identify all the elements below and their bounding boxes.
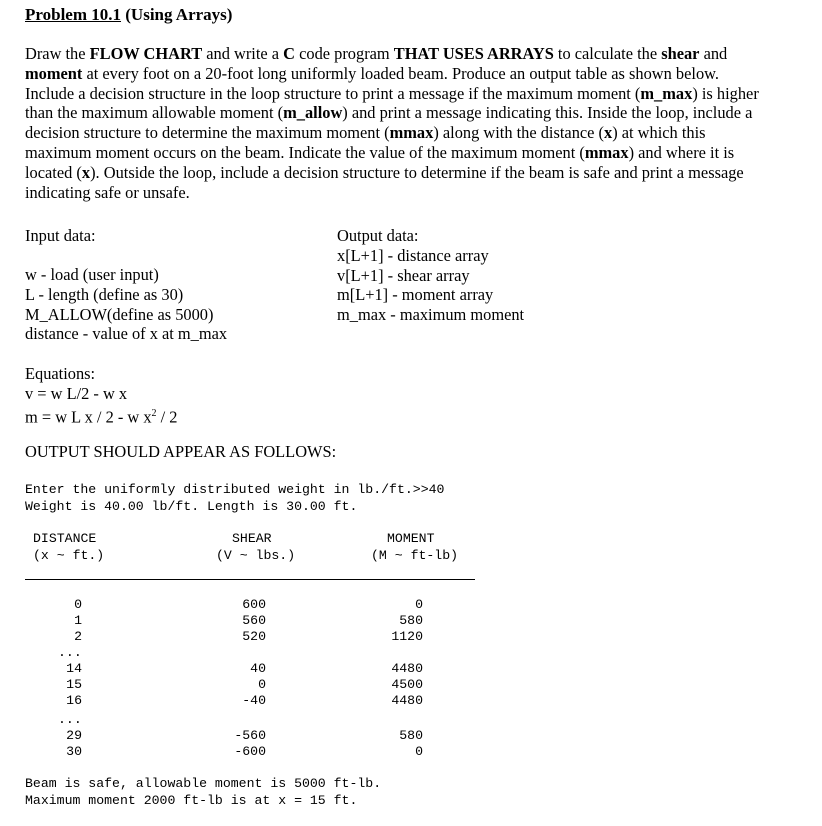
problem-subtitle: (Using Arrays) xyxy=(121,5,233,24)
shear-cell: 560 xyxy=(242,613,266,628)
description-run: at every foot on a 20-foot long uniformly loaded beam. Produce an output table as shown below. xyxy=(82,63,720,83)
description-run: indicating safe or unsafe. xyxy=(25,182,190,202)
problem-number: Problem 10.1 xyxy=(25,5,122,24)
description-line xyxy=(25,84,805,104)
output-item: x[L+1] - distance array xyxy=(337,245,489,265)
description-line xyxy=(25,44,805,64)
shear-cell: 600 xyxy=(242,597,266,612)
moment-cell: 580 xyxy=(399,728,423,743)
moment-equation-part: m = w L x / 2 - w x xyxy=(25,407,152,427)
description-line xyxy=(25,143,805,163)
output-heading: OUTPUT SHOULD APPEAR AS FOLLOWS: xyxy=(25,442,337,461)
description-run: ) and print a message indicating this. Inside the loop, include a xyxy=(342,103,753,123)
moment-header: MOMENT xyxy=(387,531,435,546)
description-run: ). Outside the loop, include a decision structure to determine if the beam is safe and print a message xyxy=(90,162,744,182)
output-data-heading: Output data: xyxy=(337,226,419,245)
description-run: maximum moment occurs on the beam. Indicate the value of the maximum moment ( xyxy=(25,142,585,162)
shear-cell: -560 xyxy=(234,728,266,743)
moment-cell: 0 xyxy=(415,597,423,612)
console-footer-safe: Beam is safe, allowable moment is 5000 ft-lb. xyxy=(25,776,382,791)
equations-section xyxy=(25,364,178,427)
moment-cell: 4480 xyxy=(391,693,423,708)
description-line xyxy=(25,163,805,183)
description-run: decision structure to determine the maximum moment ( xyxy=(25,123,390,143)
distance-unit: (x ~ ft.) xyxy=(33,548,105,563)
console-prompt-line: Enter the uniformly distributed weight in lb./ft.>>40 xyxy=(25,482,445,497)
description-line xyxy=(25,64,805,84)
table-separator xyxy=(25,579,475,580)
moment-cell: 580 xyxy=(399,613,423,628)
console-footer-max: Maximum moment 2000 ft-lb is at x = 15 ft. xyxy=(25,793,358,808)
distance-cell: 14 xyxy=(66,661,82,676)
description-run: code program xyxy=(295,44,394,63)
distance-header: DISTANCE xyxy=(33,531,97,546)
shear-cell: 0 xyxy=(258,677,266,692)
description-line xyxy=(25,123,805,143)
distance-cell: 29 xyxy=(66,728,82,743)
shear-cell: 40 xyxy=(250,661,266,676)
shear-cell: -40 xyxy=(242,693,266,708)
shear-unit: (V ~ lbs.) xyxy=(216,548,296,563)
description-run: located ( xyxy=(25,162,82,182)
moment-unit: (M ~ ft-lb) xyxy=(371,548,459,563)
table-ellipsis: ... xyxy=(58,645,82,660)
moment-equation-part: / 2 xyxy=(156,407,178,427)
problem-description xyxy=(25,44,805,202)
description-run: ) along with the distance ( xyxy=(433,123,604,143)
distance-cell: 15 xyxy=(66,677,82,692)
input-item: distance - value of x at m_max xyxy=(25,324,228,344)
description-run: ) and where it is xyxy=(628,142,735,162)
distance-cell: 16 xyxy=(66,693,82,708)
description-bold-run: x xyxy=(81,162,91,182)
distance-cell: 2 xyxy=(74,629,82,644)
description-line xyxy=(25,103,805,123)
input-item: M_ALLOW(define as 5000) xyxy=(25,304,214,324)
output-item: m[L+1] - moment array xyxy=(337,285,494,305)
moment-equation-exponent: 2 xyxy=(151,407,157,419)
description-bold-run: THAT USES ARRAYS xyxy=(393,44,554,63)
description-run: and write a xyxy=(202,44,284,63)
moment-cell: 1120 xyxy=(391,629,423,644)
equations-heading: Equations: xyxy=(25,364,96,383)
output-item: m_max - maximum moment xyxy=(337,305,525,325)
description-bold-run: x xyxy=(604,123,613,143)
description-bold-run: FLOW CHART xyxy=(89,44,203,63)
description-bold-run: C xyxy=(283,44,296,63)
problem-title xyxy=(25,5,232,25)
description-line xyxy=(25,183,805,203)
description-bold-run: mmax xyxy=(389,123,434,143)
shear-equation: v = w L/2 - w x xyxy=(25,383,128,403)
distance-cell: 0 xyxy=(74,597,82,612)
description-run: ) at which this xyxy=(612,123,706,143)
distance-cell: 1 xyxy=(74,613,82,628)
description-run: Include a decision structure in the loop structure to print a message if the maximum moment ( xyxy=(25,83,641,103)
description-bold-run: m_allow xyxy=(283,103,343,123)
description-run: to calculate the xyxy=(553,44,662,63)
description-run: than the maximum allowable moment ( xyxy=(25,103,284,123)
moment-cell: 4480 xyxy=(391,661,423,676)
description-bold-run: moment xyxy=(25,63,83,83)
shear-cell: -600 xyxy=(234,744,266,759)
description-run: Draw the xyxy=(25,44,90,63)
distance-cell: 30 xyxy=(66,744,82,759)
description-bold-run: shear xyxy=(661,44,700,63)
description-bold-run: mmax xyxy=(584,142,629,162)
output-item: v[L+1] - shear array xyxy=(337,265,470,285)
description-bold-run: m_max xyxy=(640,83,693,103)
moment-cell: 0 xyxy=(415,744,423,759)
input-data-list xyxy=(25,265,227,344)
moment-cell: 4500 xyxy=(391,677,423,692)
shear-header: SHEAR xyxy=(232,531,272,546)
moment-equation xyxy=(25,404,178,427)
description-run: and xyxy=(699,44,728,63)
input-data-heading: Input data: xyxy=(25,226,96,245)
description-run: ) is higher xyxy=(692,83,759,103)
console-summary-line: Weight is 40.00 lb/ft. Length is 30.00 ft. xyxy=(25,499,358,514)
shear-cell: 520 xyxy=(242,629,266,644)
input-item: L - length (define as 30) xyxy=(25,284,184,304)
output-data-section xyxy=(337,226,524,325)
input-item: w - load (user input) xyxy=(25,265,159,284)
input-data-section xyxy=(25,226,96,246)
table-ellipsis: ... xyxy=(58,712,82,727)
